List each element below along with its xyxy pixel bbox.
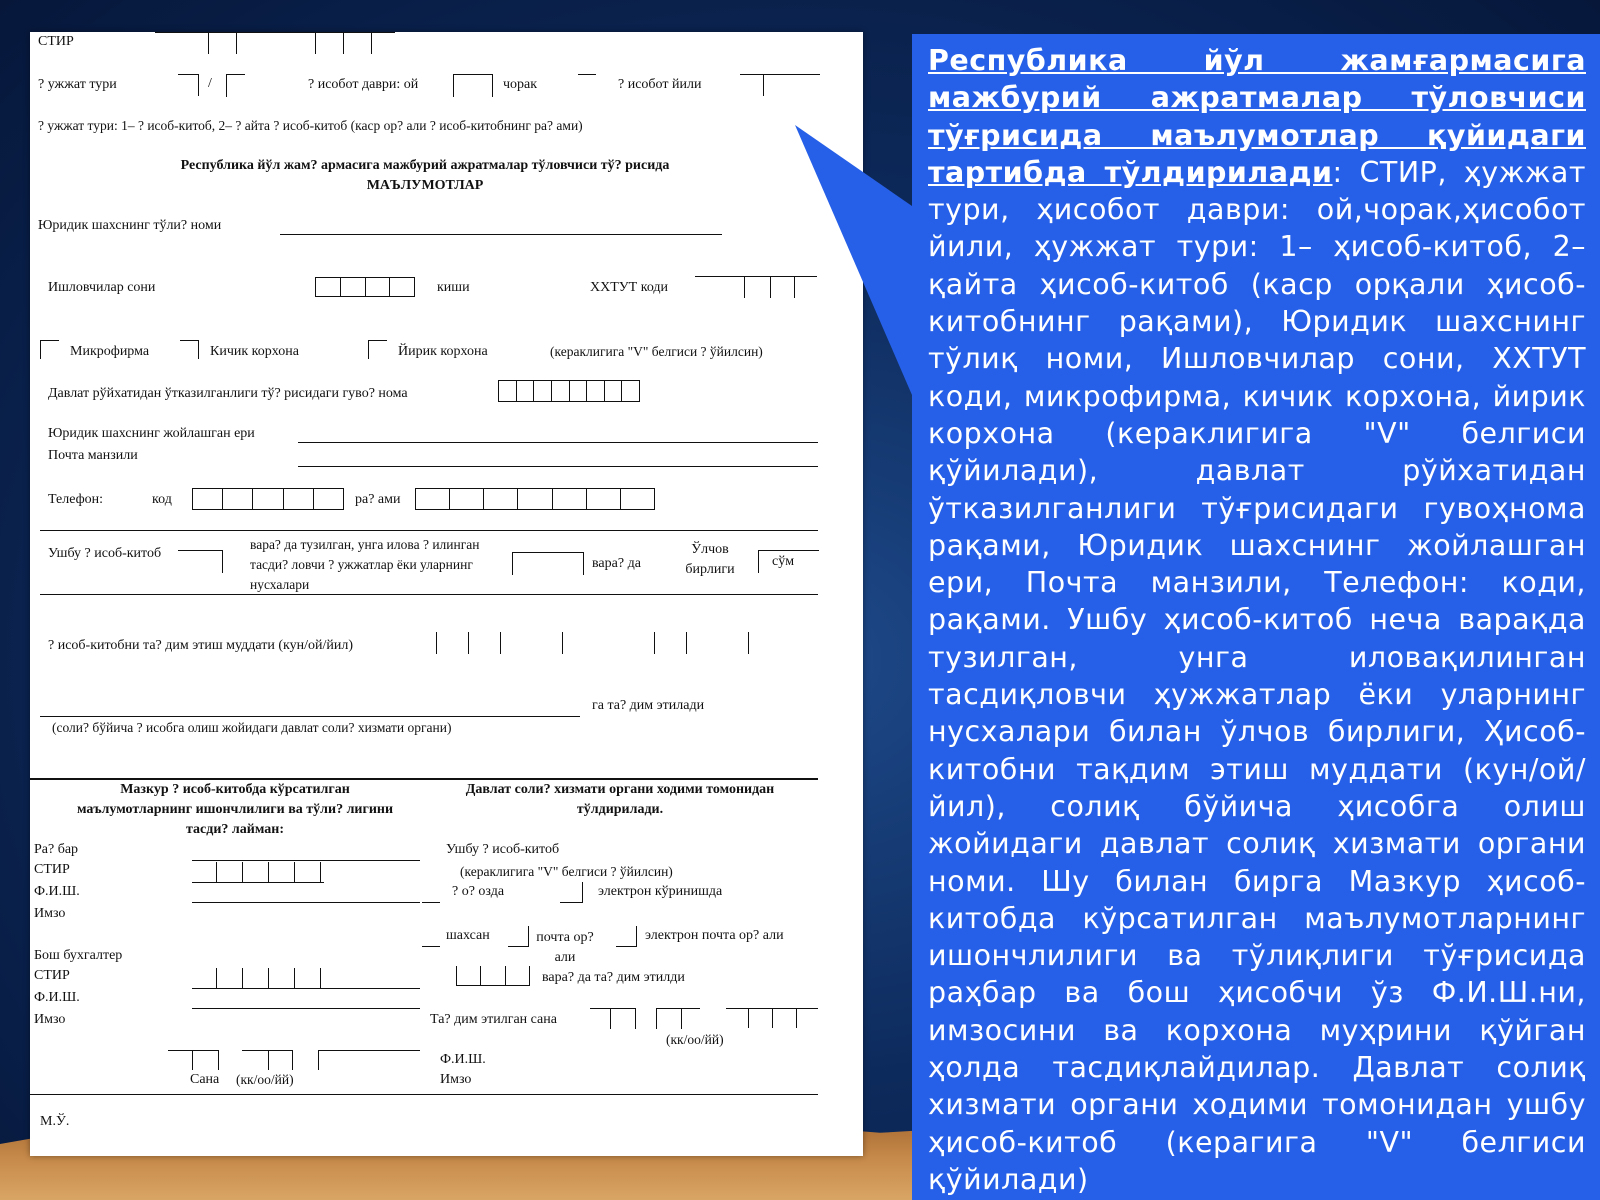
slash: /: [208, 76, 212, 91]
inspector-signature-label: Имзо: [440, 1072, 472, 1087]
this-report-label: Ушбу ? исоб-китоб: [48, 546, 162, 561]
head-signature-label: Имзо: [34, 906, 66, 921]
okonh-label: ХХТУТ коди: [590, 280, 669, 295]
submitted-to-label: га та? дим этилади: [592, 698, 705, 713]
unit-label: Ўлчов бирлиги: [685, 542, 735, 577]
on-sheets-label: вара? да: [592, 556, 641, 571]
electronic-label: электрон кўринишда: [598, 884, 723, 899]
inspector-fio-label: Ф.И.Ш.: [440, 1052, 486, 1067]
explanation-body: : СТИР, ҳужжат тури, ҳисобот даври: ой,чорак,ҳисобот йили, ҳужжат тури: 1– ҳисоб-китоб, 2– қайта ҳисоб-китоб (каср орқали ҳисоб-китобнинг рақами), Юридик шахснинг тўлиқ номи, Ишловчилар сони, ХХТУТ коди, микрофирма, кичик корхона, йирик корхона (кераклигига "V" белгиси қўйилади), давлат рўйхатидан ўтказилганлиги тўғрисидаги гувоҳнома рақами, Юридик шахснинг жойлашган ери, Почта манзили, Телефон: коди, рақами. Ушбу ҳисоб-китоб неча варақда тузилган, унга иловақилинган тасдиқловчи ҳужжатлар ёки уларнинг нусхалари билан ўлчов бирлиги, Ҳисоб-китобни тақдим этиш муддати (кун/ой/йил), солиқ бўйича ҳисобга олиш жойидаги давлат солиқ хизмати органи номи. Шу билан бирга Мазкур ҳисоб-китобда кўрсатилган маълумотларнинг ишончлилиги ва тўлиқлиги тўғрисида раҳбар ва бош ҳисобчи ўз Ф.И.Ш.ни, имзосини ва корхона муҳрини қўйган ҳолда тасдиқлайдилар. Давлат солиқ хизмати органи ходими томонидан ушбу ҳисоб-китоб (керагига "V" белгиси қўйилади): [928, 155, 1586, 1196]
sheets-submitted-label: вара? да та? дим этилди: [542, 970, 685, 985]
sheets-text: вара? да тузилган, унга илова ? илинган тасди? ловчи ? ужжатлар ёки уларнинг нусхалари: [250, 537, 480, 592]
tax-form-scan: [30, 32, 863, 1156]
form-title-line1: Республика йўл жам? армасига мажбурий ажратмалар тўловчиси тў? рисида: [180, 158, 670, 173]
persons-label: киши: [437, 280, 470, 295]
location-label: Юридик шахснинг жойлашган ери: [48, 426, 255, 441]
doc-type-label: ? ужжат тури: [38, 77, 117, 92]
on-paper-label: ? о? озда: [452, 884, 505, 899]
quarter-label: чорак: [503, 77, 538, 92]
microfirm-label: Микрофирма: [70, 344, 150, 359]
by-mail-label: почта ор? али: [536, 930, 594, 965]
submission-date-label: Та? дим этилган сана: [430, 1012, 557, 1027]
chief-accountant-label: Бош бухгалтер: [34, 948, 123, 963]
explanation-heading: Республика йўл жамғармасига мажбурий ажратмалар тўловчиси тўғрисида маълумотлар қуйидаги тартибда тўлдирилади: [928, 44, 1586, 189]
small-enterprise-label: Кичик корхона: [210, 344, 299, 359]
explanation-callout: [912, 34, 1600, 1200]
report-year-label: ? исобот йили: [618, 77, 702, 92]
v-hint: (кераклигига "V" белгиси ? ўйилсин): [550, 344, 763, 359]
postal-label: Почта манзили: [48, 448, 138, 463]
v-hint2: (кераклигига "V" белгиси ? ўйилсин): [460, 864, 673, 879]
filled-by-title: Давлат соли? хизмати органи ходими томонидан тўлдирилади.: [465, 782, 775, 817]
tax-authority-label: (соли? бўйича ? исобга олиш жойидаги давлат соли? хизмати органи): [52, 720, 452, 735]
employees-label: Ишловчилар сони: [48, 280, 156, 295]
stir-label: СТИР: [38, 34, 74, 49]
som-label: сўм: [772, 554, 795, 569]
large-enterprise-label: Йирик корхона: [398, 344, 488, 359]
confirm-title: Мазкур ? исоб-китобда кўрсатилган маълумотларнинг ишончлилиги ва тўли? лигини тасди? лайман:: [76, 782, 394, 837]
legal-name-label: Юридик шахснинг тўли? номи: [38, 218, 222, 233]
phone-code-label: код: [152, 492, 172, 507]
phone-number-label: ра? ами: [355, 492, 401, 507]
deadline-label: ? исоб-китобни та? дим этиш муддати (кун/ой/йил): [48, 638, 353, 653]
accountant-fio-label: Ф.И.Ш.: [34, 990, 80, 1005]
seal-label: М.Ў.: [40, 1114, 70, 1129]
submission-date-format: (кк/оо/йй): [666, 1032, 724, 1047]
form-title-line2: МАЪЛУМОТЛАР: [366, 178, 484, 193]
email-label: электрон почта ор? али: [645, 928, 784, 943]
doc-type-hint: ? ужжат тури: 1– ? исоб-китоб, 2– ? айта ? исоб-китоб (каср ор? али ? исоб-китобнинг ра? ами): [38, 118, 583, 133]
head-label: Ра? бар: [34, 842, 79, 857]
accountant-stir-label: СТИР: [34, 968, 70, 983]
date-label: Сана: [190, 1072, 220, 1087]
in-person-label: шахсан: [446, 928, 490, 943]
head-stir-label: СТИР: [34, 862, 70, 877]
period-month-label: ? исобот даври: ой: [308, 77, 419, 92]
date-format: (кк/оо/йй): [236, 1072, 294, 1087]
this-report2-label: Ушбу ? исоб-китоб: [446, 842, 560, 857]
phone-label: Телефон:: [48, 492, 104, 507]
accountant-signature-label: Имзо: [34, 1012, 66, 1027]
head-fio-label: Ф.И.Ш.: [34, 884, 80, 899]
registration-cert-label: Давлат рўйхатидан ўтказилганлиги тў? рисидаги гуво? нома: [48, 386, 408, 401]
